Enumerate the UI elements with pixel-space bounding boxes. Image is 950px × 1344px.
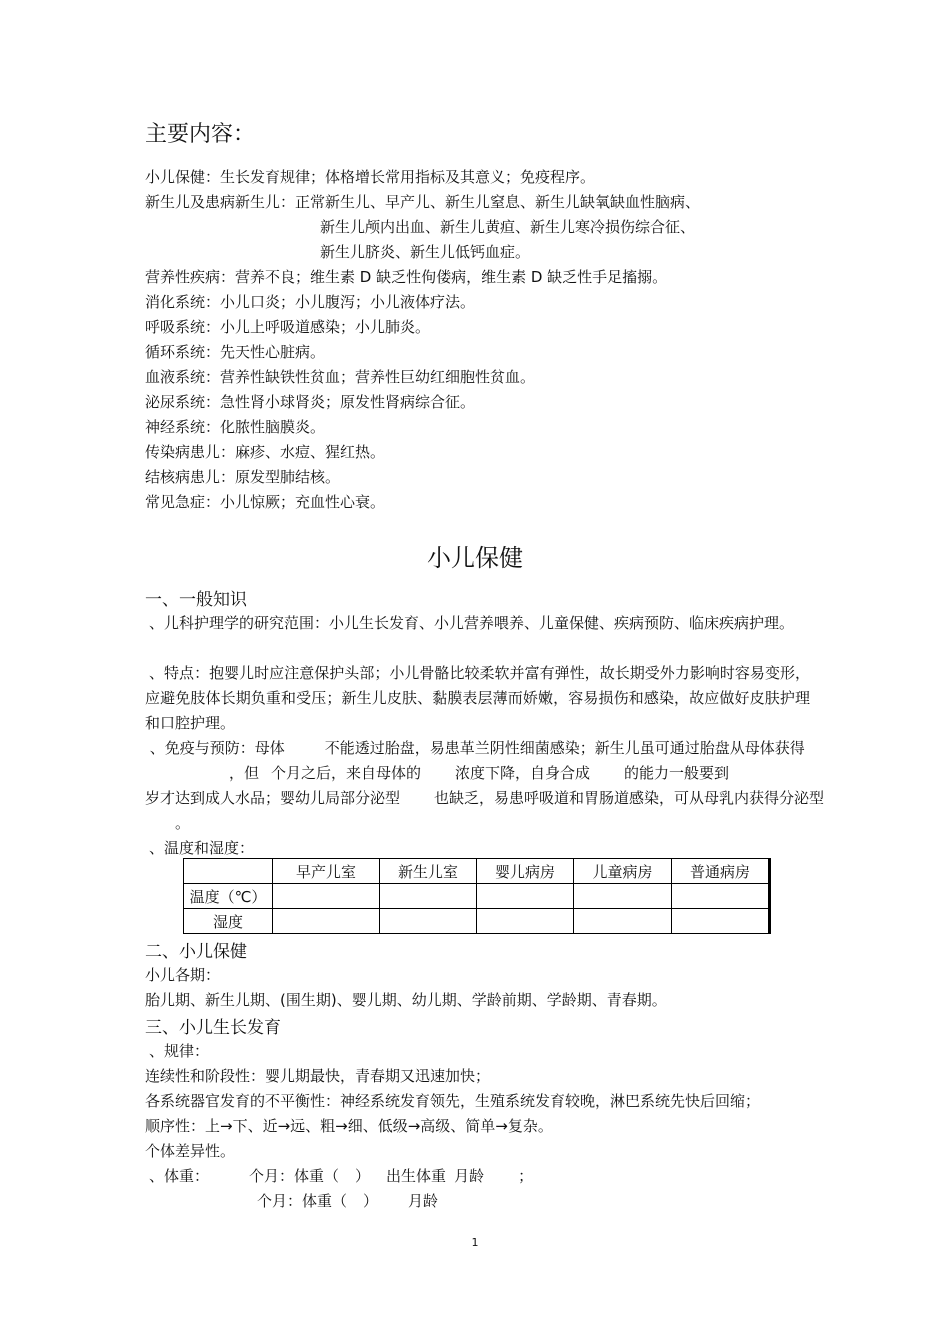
page-number: 1 xyxy=(471,1236,479,1249)
table-header-cell: 早产儿室 xyxy=(273,859,380,884)
summary-line: 消化系统：小儿口炎；小儿腹泻；小儿液体疗法。 xyxy=(145,293,476,311)
summary-line: 结核病患儿：原发型肺结核。 xyxy=(145,468,341,486)
weight-text: 个月：体重（ xyxy=(249,1167,340,1185)
table-header-cell: 婴儿病房 xyxy=(477,859,574,884)
summary-line: 小儿保健：生长发育规律；体格增长常用指标及其意义；免疫程序。 xyxy=(145,168,596,186)
weight-text: 月龄 xyxy=(454,1167,485,1185)
table-cell xyxy=(380,884,477,909)
table-cell xyxy=(672,884,770,909)
weight-text: ； xyxy=(518,1167,534,1185)
section-heading-general: 一、一般知识 xyxy=(145,590,247,610)
immunity-text: 、免疫与预防：母体 xyxy=(149,739,285,757)
table-cell xyxy=(574,909,672,934)
temperature-humidity-table xyxy=(183,858,771,934)
growth-rule-line: 顺序性：上→下、近→远、粗→细、低级→高级、简单→复杂。 xyxy=(145,1117,553,1135)
paragraph-scope: 、儿科护理学的研究范围：小儿生长发育、小儿营养喂养、儿童保健、疾病预防、临床疾病护理。 xyxy=(149,614,795,632)
growth-rule-line: 连续性和阶段性：婴儿期最快，青春期又迅速加快； xyxy=(145,1067,491,1085)
weight-text: 出生体重 xyxy=(386,1167,447,1185)
table-cell xyxy=(672,909,770,934)
table-header-cell: 儿童病房 xyxy=(574,859,672,884)
summary-line: 新生儿及患病新生儿：正常新生儿、早产儿、新生儿窒息、新生儿缺氧缺血性脑病、 xyxy=(145,193,701,211)
summary-line: 传染病患儿：麻疹、水痘、猩红热。 xyxy=(145,443,386,461)
summary-line: 血液系统：营养性缺铁性贫血；营养性巨幼红细胞性贫血。 xyxy=(145,368,536,386)
immunity-text: 个月之后，来自母体的 xyxy=(271,764,422,782)
section-heading-child-care: 二、小儿保健 xyxy=(145,942,247,962)
main-content-heading: 主要内容： xyxy=(145,122,256,147)
table-cell xyxy=(574,884,672,909)
table-header-cell xyxy=(184,859,273,884)
table-cell: 温度（℃） xyxy=(184,884,273,909)
child-periods-label: 小儿各期： xyxy=(145,966,221,984)
growth-rule-line: 各系统器官发育的不平衡性：神经系统发育领先，生殖系统发育较晚，淋巴系统先快后回缩； xyxy=(145,1092,761,1110)
immunity-text: 不能透过胎盘，易患革兰阴性细菌感染；新生儿虽可通过胎盘从母体获得 xyxy=(324,739,805,757)
paragraph-immunity xyxy=(145,736,825,836)
table-row xyxy=(184,884,770,909)
table-cell xyxy=(477,884,574,909)
table-header-row xyxy=(184,859,770,884)
table-cell: 湿度 xyxy=(184,909,273,934)
immunity-text: 也缺乏，易患呼吸道和胃肠道感染，可从母乳内获得分泌型 xyxy=(434,789,825,807)
weight-text: ） xyxy=(355,1167,371,1185)
immunity-text: 的能力一般要到 xyxy=(624,764,730,782)
paragraph-features: 、特点：抱婴儿时应注意保护头部；小儿骨骼比较柔软并富有弹性，故长期受外力影响时容易变形，应避免肢体长期负重和受压；新生儿皮肤、黏膜表层薄而娇嫩，容易损伤和感染，故应做好皮肤护理和口腔护理。 xyxy=(145,664,810,732)
growth-rules-label: 、规律： xyxy=(149,1042,210,1060)
summary-line: 营养性疾病：营养不良；维生素 D 缺乏性佝偻病，维生素 D 缺乏性手足搐搦。 xyxy=(145,268,668,286)
section-heading-growth: 三、小儿生长发育 xyxy=(145,1018,281,1038)
weight-formula-line xyxy=(149,1164,533,1189)
weight-text: 个月：体重（ xyxy=(257,1192,348,1210)
page-title: 小儿保健 xyxy=(427,544,523,572)
immunity-text: ，但 xyxy=(229,764,260,782)
weight-text: ） xyxy=(363,1192,379,1210)
summary-line: 新生儿脐炎、新生儿低钙血症。 xyxy=(320,243,531,261)
weight-text: 月龄 xyxy=(408,1192,439,1210)
immunity-text: 浓度下降，自身合成 xyxy=(455,764,591,782)
table-row xyxy=(184,909,770,934)
growth-rule-line: 个体差异性。 xyxy=(145,1142,236,1160)
summary-line: 新生儿颅内出血、新生儿黄疸、新生儿寒冷损伤综合征、 xyxy=(320,218,696,236)
summary-line: 呼吸系统：小儿上呼吸道感染；小儿肺炎。 xyxy=(145,318,431,336)
table-cell xyxy=(380,909,477,934)
immunity-text: 岁才达到成人水品；婴幼儿局部分泌型 xyxy=(145,789,401,807)
weight-formula-line xyxy=(257,1189,438,1214)
summary-line: 常见急症：小儿惊厥；充血性心衰。 xyxy=(145,493,386,511)
table-header-cell: 普通病房 xyxy=(672,859,770,884)
child-periods-list: 胎儿期、新生儿期、(围生期)、婴儿期、幼儿期、学龄前期、学龄期、青春期。 xyxy=(145,991,667,1009)
table-cell xyxy=(273,884,380,909)
weight-text: 、体重： xyxy=(149,1167,210,1185)
immunity-text: 。 xyxy=(175,814,191,832)
table-cell xyxy=(477,909,574,934)
summary-line: 循环系统：先天性心脏病。 xyxy=(145,343,326,361)
table-cell xyxy=(273,909,380,934)
summary-line: 泌尿系统：急性肾小球肾炎；原发性肾病综合征。 xyxy=(145,393,476,411)
temperature-humidity-label: 、温度和湿度： xyxy=(149,839,255,857)
summary-line: 神经系统：化脓性脑膜炎。 xyxy=(145,418,326,436)
table-header-cell: 新生儿室 xyxy=(380,859,477,884)
